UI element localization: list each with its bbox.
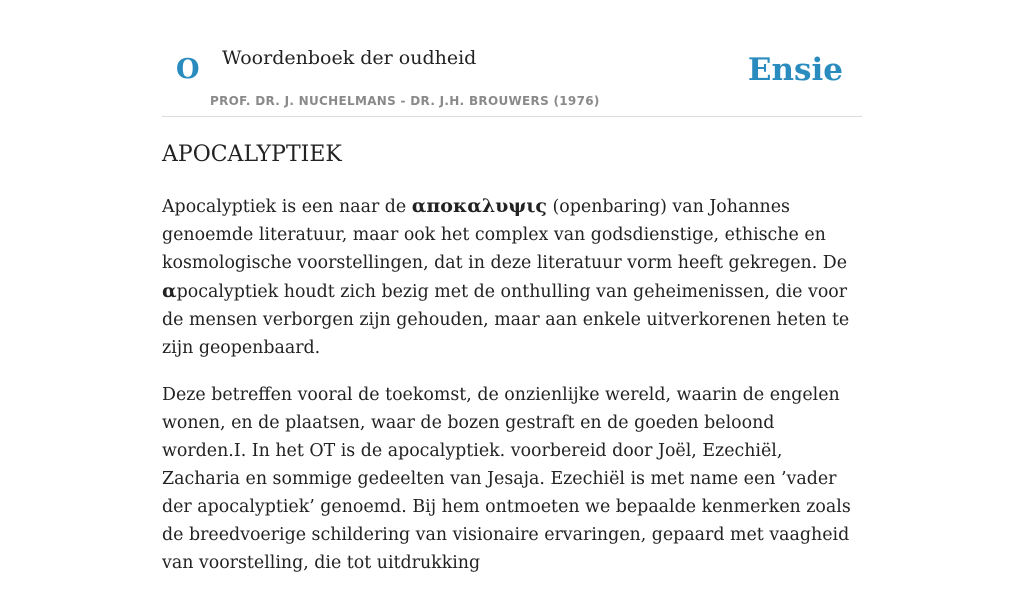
dictionary-title-link[interactable]: Woordenboek der oudheid: [222, 47, 477, 69]
letter-index-link[interactable]: O: [176, 54, 200, 85]
entry-body: [162, 192, 862, 596]
dictionary-authors: PROF. DR. J. NUCHELMANS - DR. J.H. BROUWERS (1976): [210, 94, 600, 108]
entry-paragraph-2: Deze betreffen vooral de toekomst, de onzienlijke wereld, waarin de engelen wonen, en de plaatsen, waar de bozen gestraft en de goeden beloond worden.I. In het OT is de apocalyptiek. voorbereid door Joël, Ezechiël, Zacharia en sommige gedeelten van Jesaja. Ezechiël is met name een ’vader der apocalyptiek’ genoemd. Bij hem ontmoeten we bepaalde kenmerken zoals de breedvoerige schildering van visionaire ervaringen, gepaard met vaagheid van voorstelling, die tot uitdrukking: [162, 385, 851, 573]
greek-alpha: α: [162, 280, 177, 302]
paragraph-1-text-b: (openbaring) van Johannes genoemde literatuur, maar ook het complex van godsdienstige, ethische en kosmologische voorstellingen, dat in deze literatuur vorm heeft gekregen. De: [162, 197, 848, 273]
paragraph-1-text-c: pocalyptiek houdt zich bezig met de onthulling van geheimenissen, die voor de mensen verborgen zijn gehouden, maar aan enkele uitverkorenen heten te zijn geopenbaard.: [162, 282, 850, 358]
entry-title: APOCALYPTIEK: [162, 142, 342, 167]
dictionary-header: [162, 0, 862, 117]
ensie-logo-link[interactable]: Ensie: [747, 52, 843, 88]
entry-paragraph-1: [162, 192, 862, 362]
greek-word: αποκαλυψις: [411, 195, 547, 217]
paragraph-1-text-a: Apocalyptiek is een naar de: [162, 197, 412, 217]
